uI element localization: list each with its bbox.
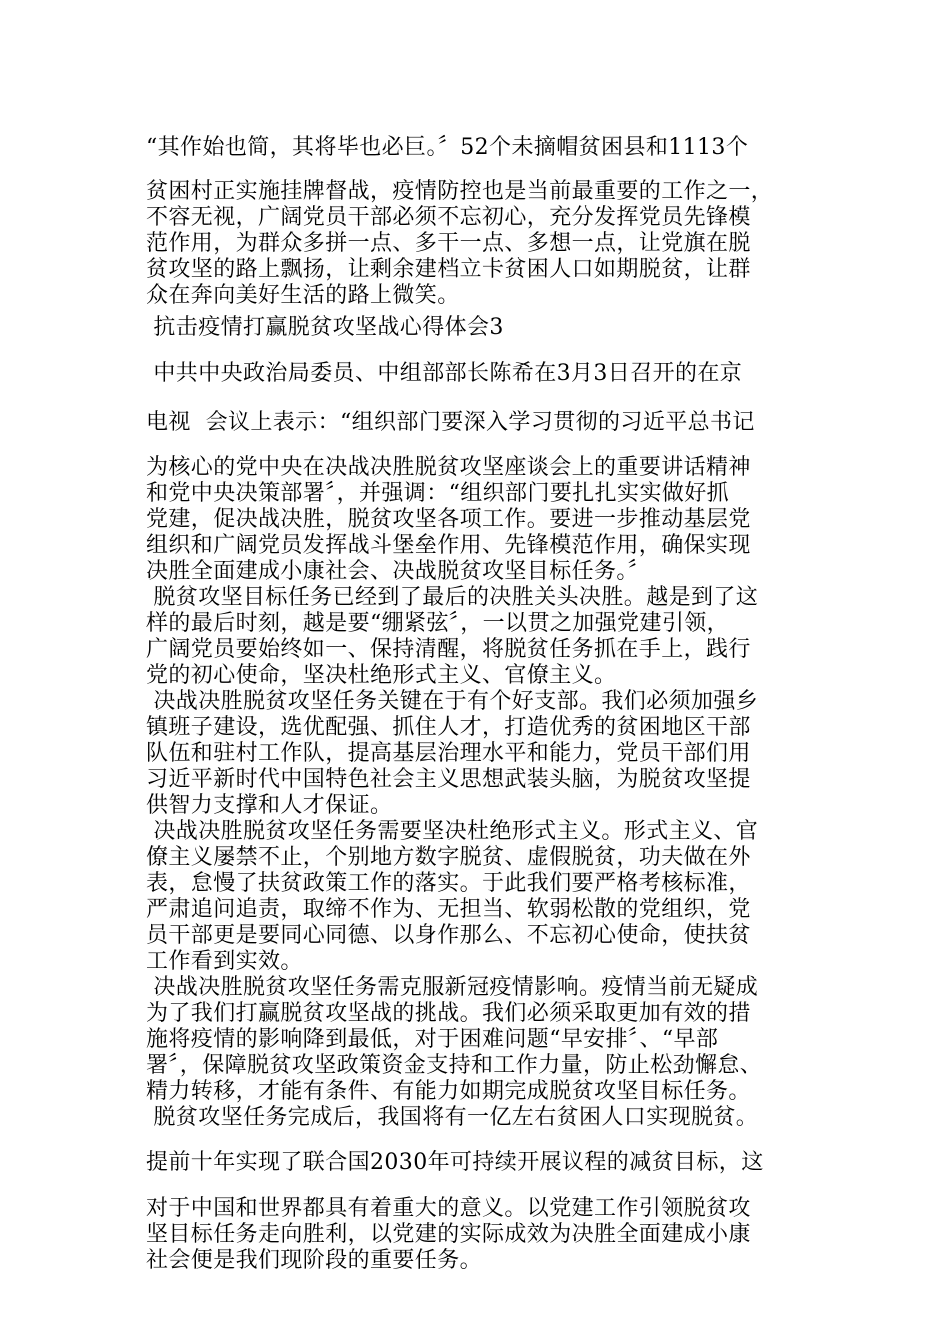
text-line: 脱贫攻坚任务完成后，我国将有一亿左右贫困人口实现脱贫。 <box>146 1105 759 1130</box>
text-line: 严肃追问追责，取缔不作为、无担当、软弱松散的党组织，党 <box>146 897 751 922</box>
text-line: 广阔党员要始终如一、保持清醒，将脱贫任务抓在手上，践行 <box>146 637 751 662</box>
text-line: 贫困村正实施挂牌督战，疫情防控也是当前最重要的工作之一， <box>146 179 774 204</box>
text-line: 精力转移，才能有条件、有能力如期完成脱贫攻坚目标任务。 <box>146 1079 751 1104</box>
text-line: 为了我们打赢脱贫攻坚战的挑战。我们必须采取更加有效的措 <box>146 1001 751 1026</box>
text-line: 决胜全面建成小康社会、决战脱贫攻坚目标任务。〞 <box>146 559 651 584</box>
text-line: 提前十年实现了联合国2030年可持续开展议程的减贫目标，这 <box>146 1150 764 1175</box>
text-line: 工作看到实效。 <box>146 949 303 974</box>
text-line: 范作用，为群众多拼一点、多干一点、多想一点，让党旗在脱 <box>146 231 751 256</box>
text-line: 供智力支撑和人才保证。 <box>146 793 393 818</box>
text-line: 决战决胜脱贫攻坚任务关键在于有个好支部。我们必须加强乡 <box>146 689 759 714</box>
text-line: 党建，促决战决胜，脱贫攻坚各项工作。要进一步推动基层党 <box>146 507 751 532</box>
text-line: 习近平新时代中国特色社会主义思想武装头脑，为脱贫攻坚提 <box>146 767 751 792</box>
text-line: 众在奔向美好生活的路上微笑。 <box>146 283 460 308</box>
text-line: “其作始也简，其将毕也必巨。〞52个未摘帽贫困县和1113个 <box>146 135 749 160</box>
text-line: 组织和广阔党员发挥战斗堡垒作用、先锋模范作用，确保实现 <box>146 533 751 558</box>
text-line: 队伍和驻村工作队，提高基层治理水平和能力，党员干部们用 <box>146 741 751 766</box>
text-line: 僚主义屡禁不止，个别地方数字脱贫、虚假脱贫，功夫做在外 <box>146 845 751 870</box>
text-line: 中共中央政治局委员、中组部部长陈希在3月3日召开的在京 <box>146 361 743 386</box>
text-line: 对于中国和世界都具有着重大的意义。以党建工作引领脱贫攻 <box>146 1196 751 1221</box>
text-line: 党的初心使命，坚决杜绝形式主义、官僚主义。 <box>146 663 617 688</box>
text-line: 表，怠慢了扶贫政策工作的落实。于此我们要严格考核标准， <box>146 871 751 896</box>
text-line: 坚目标任务走向胜利，以党建的实际成效为决胜全面建成小康 <box>146 1222 751 1247</box>
text-line: 为核心的党中央在决战决胜脱贫攻坚座谈会上的重要讲话精神 <box>146 455 751 480</box>
text-line: 不容无视，广阔党员干部必须不忘初心，充分发挥党员先锋模 <box>146 205 751 230</box>
text-line: 施将疫情的影响降到最低，对于困难问题“早安排〞、“早部 <box>146 1027 719 1052</box>
section-heading: 抗击疫情打赢脱贫攻坚战心得体会3 <box>146 315 504 340</box>
text-line: 脱贫攻坚目标任务已经到了最后的决胜关头决胜。越是到了这 <box>146 585 759 610</box>
text-line: 社会便是我们现阶段的重要任务。 <box>146 1248 483 1273</box>
text-line: 贫攻坚的路上飘扬，让剩余建档立卡贫困人口如期脱贫，让群 <box>146 257 751 282</box>
text-line: 员干部更是要同心同德、以身作那么、不忘初心使命，使扶贫 <box>146 923 751 948</box>
text-line: 决战决胜脱贫攻坚任务需要坚决杜绝形式主义。形式主义、官 <box>146 819 759 844</box>
text-line: 和党中央决策部署〞，并强调：“组织部门要扎扎实实做好抓 <box>146 481 730 506</box>
text-line: 决战决胜脱贫攻坚任务需克服新冠疫情影响。疫情当前无疑成 <box>146 975 759 1000</box>
text-line: 电视 会议上表示：“组织部门要深入学习贯彻的习近平总书记 <box>146 410 755 435</box>
text-line: 样的最后时刻，越是要“绷紧弦〞，一以贯之加强党建引领， <box>146 611 730 636</box>
text-line: 镇班子建设，选优配强、抓住人才，打造优秀的贫困地区干部 <box>146 715 751 740</box>
text-line: 署〞，保障脱贫攻坚政策资金支持和工作力量，防止松劲懈怠、 <box>146 1053 763 1078</box>
